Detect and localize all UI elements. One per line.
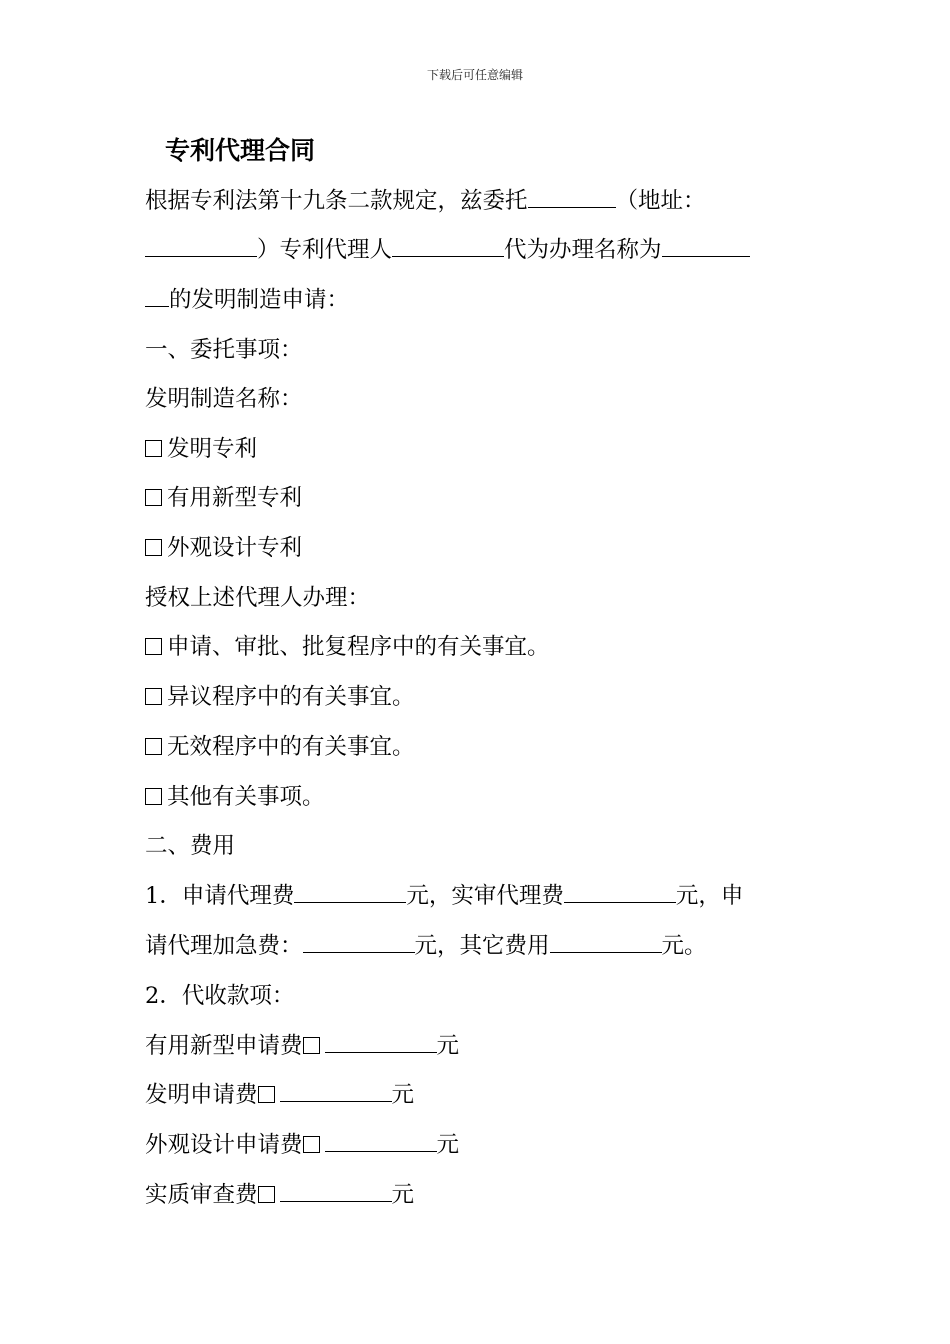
fee-label: 有用新型申请费 — [145, 1033, 303, 1059]
checkbox[interactable] — [145, 489, 162, 506]
fee-text: 1．申请代理费 — [145, 883, 295, 909]
fee-text: 元，实审代理费 — [406, 883, 564, 909]
fee-text: 元，其它费用 — [414, 933, 550, 959]
checkbox[interactable] — [303, 1136, 320, 1153]
invention-name-blank[interactable] — [662, 236, 750, 257]
intro-line-1 — [145, 186, 825, 216]
fee-amount-blank[interactable] — [280, 1181, 392, 1202]
authorize-label: 授权上述代理人办理： — [145, 585, 371, 611]
fee-amount-blank[interactable] — [325, 1131, 437, 1152]
fee-unit: 元 — [436, 1132, 460, 1158]
intro-text-4: 代为办理名称为 — [504, 237, 662, 263]
matter-label: 无效程序中的有关事宜。 — [167, 734, 415, 760]
checkbox[interactable] — [145, 638, 162, 655]
intro-text-2: （地址： — [615, 188, 706, 214]
checkbox[interactable] — [303, 1037, 320, 1054]
type-label: 发明专利 — [167, 436, 258, 462]
invention-name-blank-cont[interactable] — [145, 286, 169, 307]
checkbox[interactable] — [145, 539, 162, 556]
collected-fee-row — [145, 1180, 825, 1210]
collected-fee-row — [145, 1130, 825, 1160]
intro-text-5: 的发明制造申请： — [169, 287, 350, 313]
fee-text: 请代理加急费： — [145, 933, 303, 959]
matter-item — [145, 782, 825, 812]
intro-text-3: ）专利代理人 — [257, 237, 393, 263]
fee-unit: 元 — [391, 1082, 415, 1108]
fee-text: 元。 — [661, 933, 707, 959]
type-label: 外观设计专利 — [167, 535, 303, 561]
contract-title: 专利代理合同 — [165, 136, 316, 165]
fee-item-1-line-1 — [145, 881, 825, 911]
matter-item — [145, 682, 825, 712]
type-utility-item — [145, 483, 825, 513]
fee-label: 外观设计申请费 — [145, 1132, 303, 1158]
fee-unit: 元 — [391, 1182, 415, 1208]
client-name-blank[interactable] — [528, 187, 616, 208]
fee-unit: 元 — [436, 1033, 460, 1059]
intro-text-1: 根据专利法第十九条二款规定，兹委托 — [145, 188, 528, 214]
header-note: 下载后可任意编辑 — [426, 68, 523, 82]
matter-label: 异议程序中的有关事宜。 — [167, 684, 415, 710]
intro-line-2 — [145, 235, 825, 265]
checkbox[interactable] — [258, 1086, 275, 1103]
invention-name-label: 发明制造名称： — [145, 386, 303, 412]
collected-fee-row — [145, 1031, 825, 1061]
fee-label: 发明申请费 — [145, 1082, 258, 1108]
fee-amount-blank[interactable] — [280, 1081, 392, 1102]
checkbox[interactable] — [145, 688, 162, 705]
section1-heading: 一、委托事项： — [145, 337, 303, 363]
fee-label: 实质审查费 — [145, 1182, 258, 1208]
other-fee-blank[interactable] — [550, 932, 662, 953]
type-design-item — [145, 533, 825, 563]
matter-item — [145, 632, 825, 662]
matter-label: 其他有关事项。 — [167, 784, 325, 810]
type-invention-item — [145, 434, 825, 464]
agent-name-blank[interactable] — [392, 236, 504, 257]
checkbox[interactable] — [145, 788, 162, 805]
fee-amount-blank[interactable] — [325, 1032, 437, 1053]
fee-item-1-line-2 — [145, 931, 825, 961]
intro-line-3 — [145, 285, 825, 315]
matter-item — [145, 732, 825, 762]
type-label: 有用新型专利 — [167, 485, 303, 511]
matter-label: 申请、审批、批复程序中的有关事宜。 — [167, 634, 550, 660]
exam-agency-fee-blank[interactable] — [564, 882, 676, 903]
checkbox[interactable] — [258, 1186, 275, 1203]
section2-heading: 二、费用 — [145, 833, 236, 859]
rush-fee-blank[interactable] — [303, 932, 415, 953]
fee-text: 元，申 — [675, 883, 744, 909]
address-blank[interactable] — [145, 236, 257, 257]
checkbox[interactable] — [145, 440, 162, 457]
fee-item-2: 2．代收款项： — [145, 983, 295, 1009]
agency-fee-blank[interactable] — [294, 882, 406, 903]
checkbox[interactable] — [145, 738, 162, 755]
collected-fee-row — [145, 1080, 825, 1110]
